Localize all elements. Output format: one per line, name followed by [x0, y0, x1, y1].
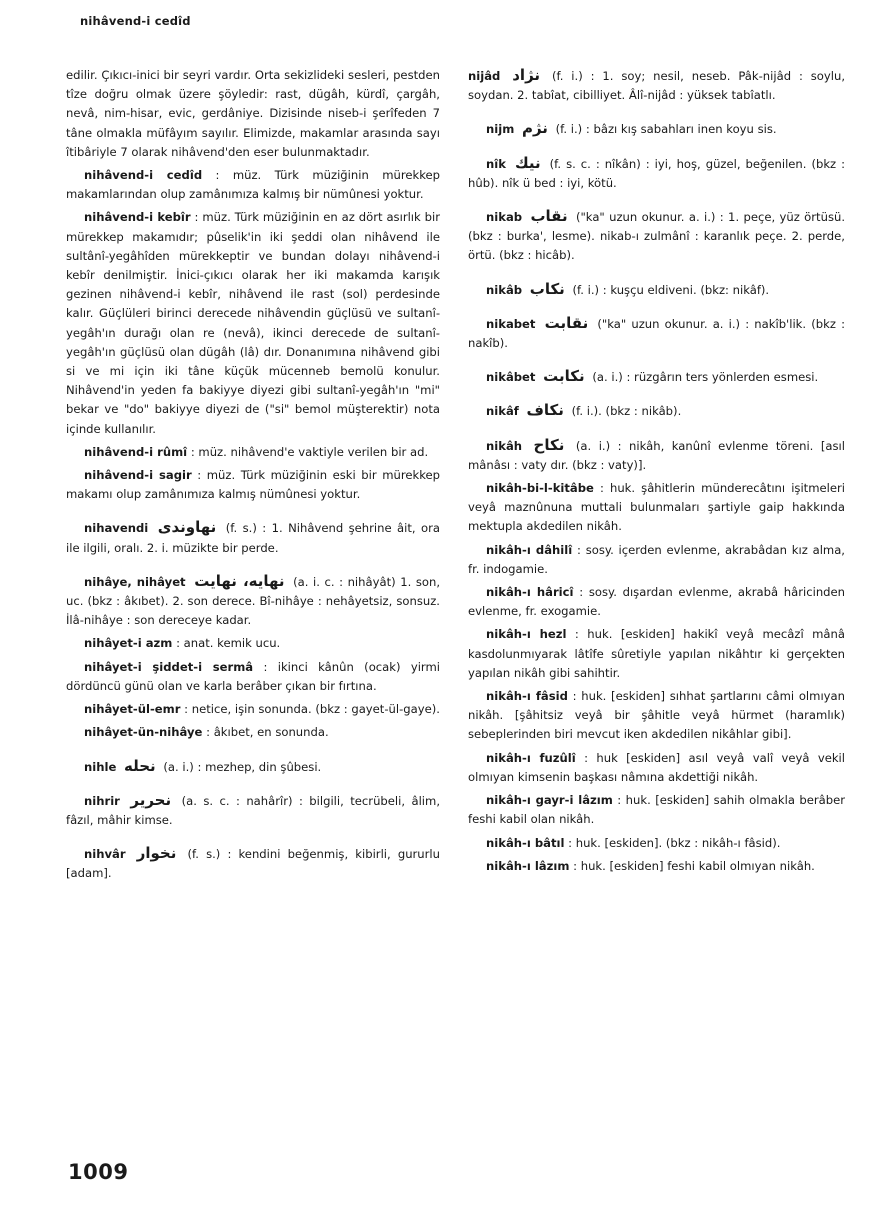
- entry-definition: : âkıbet, en sonunda.: [206, 725, 329, 740]
- entry-headword: nikâh: [486, 438, 523, 453]
- entry-arabic-script: نقابت: [544, 313, 589, 332]
- dictionary-entry: [468, 119, 845, 139]
- entry-definition: : sosy. dışardan evlenme, akrabâ hâricinden evlenme, fr. exogamie.: [468, 585, 846, 619]
- entry-definition: (f. s.) : kendini beğenmiş, kibirli, gururlu [adam].: [66, 847, 440, 881]
- dictionary-entry: [66, 166, 440, 204]
- entry-headword: nikâh-bi-l-kitâbe: [486, 481, 594, 496]
- dictionary-entry: [66, 66, 440, 162]
- entry-arabic-script: نژاد: [512, 66, 541, 84]
- entry-headword: nihavendi: [84, 521, 149, 536]
- entry-headword: nijm: [486, 122, 515, 137]
- entry-definition: ("ka" uzun okunur. a. i.) : nakîb'lik. (bkz : nakîb).: [468, 316, 846, 351]
- entry-definition: : sosy. içerden evlenme, akrabâdan kız alma, fr. indogamie.: [468, 542, 845, 576]
- entry-definition: : huk. [eskiden] hakikî veyâ mecâzî mânâ kasdolunmıyarak lâtîfe sûretiyle yapılan nikâhtır ki gerçekten yapılan nikâh gibi sahihtir.: [468, 627, 845, 680]
- entry-definition: (a. s. c. : nahârîr) : bilgili, tecrübeli, âlim, fâzıl, mâhir kimse.: [66, 793, 441, 827]
- entry-definition: : huk. şâhitlerin münderecâtını işitmeleri veyâ maznûnuna muttali bulunmaları şartiyle gaip hakkında mektupla akdedilen nikâh.: [468, 481, 845, 534]
- entry-definition: (f. s.) : 1. Nihâvend şehrine âit, ora ile ilgili, oralı. 2. i. müzikte bir perde.: [66, 521, 441, 555]
- entry-definition: (a. i.) : rüzgârın ters yönlerden esmesi.: [592, 370, 819, 385]
- dictionary-entry: [66, 844, 440, 883]
- entry-headword: nihâyet-ün-nihâye: [84, 725, 203, 740]
- dictionary-entry: [468, 834, 845, 853]
- entry-definition: (a. i. c. : nihâyât) 1. son, uc. (bkz : âkıbet). 2. son derece. Bî-nihâye : nehâyetsiz, sonsuz. İlâ-nihâye : son dereceye kadar.: [66, 574, 441, 628]
- dictionary-entry: [66, 443, 440, 462]
- entry-headword: nihâvend-i cedîd: [84, 168, 203, 183]
- entry-headword: nikâh-ı dâhilî: [486, 542, 573, 557]
- entry-headword: nikab: [486, 210, 523, 225]
- entry-definition: : huk [eskiden] asıl veyâ valî veyâ vekil olmıyan kimsenin başkası nâmına akdettiği nikâh.: [468, 750, 845, 784]
- entry-definition: : müz. nihâvend'e vaktiyle verilen bir ad.: [190, 444, 429, 459]
- entry-definition: : netice, işin sonunda. (bkz : gayet-ül-gaye).: [184, 702, 440, 717]
- entry-headword: nikâh-ı hezl: [486, 627, 567, 642]
- dictionary-entry: [468, 479, 845, 537]
- dictionary-entry: [66, 208, 440, 438]
- entry-headword: nihâvend-i sagir: [84, 468, 192, 483]
- entry-arabic-script: نيك: [514, 153, 541, 172]
- entry-definition: : anat. kemik ucu.: [176, 636, 281, 651]
- entry-arabic-script: نهاوندى: [157, 518, 217, 537]
- entry-definition: : huk. [eskiden] sıhhat şartlarını câmi olmıyan nikâh. [şâhitsiz veyâ bir şâhitle veyâ hürmet (haramlık) sebeplerinden biri mevcut iken akdedilen nikâhlar gibi].: [468, 689, 845, 742]
- dictionary-entry: [66, 757, 440, 777]
- entry-headword: nihrir: [84, 793, 120, 808]
- dictionary-entry: [468, 583, 845, 621]
- entry-definition: (f. i.) : 1. soy; nesil, neseb. Pâk-nijâd : soylu, soydan. 2. tabîat, cibilliyet. Âlî-nijâd : yüksek tabîatlı.: [468, 69, 845, 103]
- entry-arabic-script: نكاف: [526, 401, 564, 420]
- dictionary-entry: [468, 541, 845, 579]
- dictionary-entry: [468, 314, 845, 353]
- dictionary-entry: [468, 401, 845, 421]
- entry-arabic-script: نكاب: [529, 279, 565, 298]
- entry-arabic-script: نهايه، نهايت: [194, 571, 285, 590]
- entry-headword: nijâd: [468, 69, 501, 83]
- entry-headword: nikâf: [486, 404, 519, 419]
- entry-definition: (f. i.) : kuşçu eldiveni. (bkz: nikâf).: [572, 282, 770, 297]
- dictionary-entry: [468, 857, 845, 876]
- entry-headword: nihâyet-i azm: [84, 636, 173, 651]
- dictionary-entry: [468, 66, 845, 105]
- dictionary-entry: [468, 154, 845, 193]
- entry-definition: (f. i.). (bkz : nikâb).: [571, 404, 682, 419]
- dictionary-entry: [66, 700, 440, 719]
- entry-definition: (a. i.) : nikâh, kanûnî evlenme töreni. [asıl mânâsı : vaty dır. (bkz : vaty)].: [468, 438, 845, 472]
- entry-headword: nihâye, nihâyet: [84, 574, 186, 589]
- page-number: 1009: [68, 1160, 129, 1184]
- entry-headword: nikâh-ı lâzım: [486, 858, 570, 873]
- entry-definition: ("ka" uzun okunur. a. i.) : 1. peçe, yüz örtüsü. (bkz : burka', lesme). nikab-ı zulmânî : karanlık peçe. 2. perde, örtü. (bkz : hicâb).: [468, 210, 846, 263]
- right-column: [468, 66, 845, 880]
- entry-definition: (f. i.) : bâzı kış sabahları inen koyu sis.: [555, 122, 777, 137]
- entry-arabic-script: نحله: [124, 756, 156, 775]
- entry-arabic-script: نخوار: [136, 844, 177, 863]
- entry-headword: nikabet: [486, 316, 536, 331]
- left-column: [66, 66, 440, 888]
- entry-definition: (f. s. c. : nîkân) : iyi, hoş, güzel, beğenilen. (bkz : hûb). nîk ü bed : iyi, kötü.: [468, 156, 846, 190]
- dictionary-entry: [468, 367, 845, 387]
- entry-headword: nikâb: [486, 282, 523, 297]
- entry-headword: nikâh-ı fâsid: [486, 689, 568, 704]
- entry-headword: nihâyet-ül-emr: [84, 702, 181, 717]
- dictionary-entry: [66, 658, 440, 696]
- entry-definition: : müz. Türk müziğinin mürekkep makamlarından olup zamânımıza kalmış bir nümûnesi yoktur.: [66, 168, 440, 202]
- dictionary-entry: [66, 723, 440, 742]
- dictionary-entry: [66, 572, 440, 631]
- running-head: nihâvend-i cedîd: [80, 14, 191, 28]
- entry-arabic-script: نكاح: [533, 435, 565, 454]
- entry-headword: nihvâr: [84, 847, 126, 862]
- entry-headword: nihâvend-i rûmî: [84, 444, 188, 459]
- entry-headword: nihâyet-i şiddet-i sermâ: [84, 659, 254, 674]
- entry-definition: : müz. Türk müziğinin en az dört asırlık bir mürekkep makamıdır; pûselik'in iki şeddi olan nihâvend ile sultânî-yegâhîden mürekkeptir ve bundan dolayı nihâvend-i kebîr denilmiştir. İnici-çıkıcı olarak her iki makamda karışık gezinen nihâvend-i kebîr, nihâvend ile rast (sol) perdesinde kalır. Güçlüleri birinci derecede nihâvendin güçlüsü ve sultanî-yegâh'ın durağı olan re (nevâ), ikinci derecede de sultanî-yegâh'ın güçlüsü olan dügâh (lâ) dır. Donanımına nihâvend gibi si ve mi için iki tâne küçük mücenneb bemolü konulur. Nihâvend'in yeden fa bakiyye diyezi gibi sultanî-yegâh'ın "mi" bekar ve "do" bakiyye diyezi de ("si" bemol müşterektir) nota içinde kullanılır.: [66, 210, 441, 436]
- entry-headword: nikâbet: [486, 370, 536, 385]
- dictionary-entry: [468, 687, 845, 745]
- entry-arabic-script: نژم: [521, 119, 548, 138]
- entry-definition: (a. i.) : mezhep, din şûbesi.: [163, 759, 322, 774]
- entry-arabic-script: نحرير: [130, 790, 172, 809]
- entry-headword: nîk: [486, 156, 506, 171]
- dictionary-entry: [468, 749, 845, 787]
- entry-headword: nihâvend-i kebîr: [84, 210, 191, 225]
- dictionary-entry: [66, 791, 440, 830]
- dictionary-entry: [468, 280, 845, 300]
- dictionary-entry: [468, 625, 845, 683]
- entry-headword: nikâh-ı gayr-i lâzım: [486, 793, 613, 808]
- entry-arabic-script: نكابت: [543, 367, 585, 386]
- entry-definition: edilir. Çıkıcı-inici bir seyri vardır. Orta sekizlideki sesleri, pestden tîze doğru olmak üzere şöyledir: rast, dügâh, kürdî, çargâh, nevâ, nim-hisar, evic, gerdâniye. Dizisinde niseb-i şerîfeden 7 tâne olmakla müfâyım sayılır. Elimizde, makamlar arasında sayı îtibâriyle 7 olarak nihâvend'den eser bulunmaktadır.: [66, 68, 440, 159]
- dictionary-entry: [468, 791, 845, 829]
- entry-definition: : müz. Türk müziğinin eski bir mürekkep makamı olup zamânımıza kalmış nümûnesi yoktur.: [66, 468, 440, 502]
- entry-headword: nikâh-ı fuzûlî: [486, 750, 576, 765]
- entry-definition: : ikinci kânûn (ocak) yirmi dördüncü günü olan ve karla berâber çıkan bir fırtına.: [66, 659, 440, 693]
- entry-arabic-script: نقاب: [530, 207, 568, 226]
- entry-headword: nikâh-ı hâricî: [486, 585, 574, 600]
- entry-headword: nikâh-ı bâtıl: [486, 835, 565, 850]
- entry-definition: : huk. [eskiden] feshi kabil olmıyan nikâh.: [573, 858, 815, 873]
- dictionary-entry: [66, 518, 440, 557]
- dictionary-entry: [66, 634, 440, 653]
- entry-definition: : huk. [eskiden]. (bkz : nikâh-ı fâsid).: [568, 835, 781, 850]
- dictionary-entry: [468, 436, 845, 475]
- dictionary-entry: [66, 466, 440, 504]
- dictionary-entry: [468, 207, 845, 266]
- entry-definition: : huk. [eskiden] sahih olmakla berâber feshi kabil olan nikâh.: [468, 793, 845, 827]
- entry-headword: nihle: [84, 759, 117, 774]
